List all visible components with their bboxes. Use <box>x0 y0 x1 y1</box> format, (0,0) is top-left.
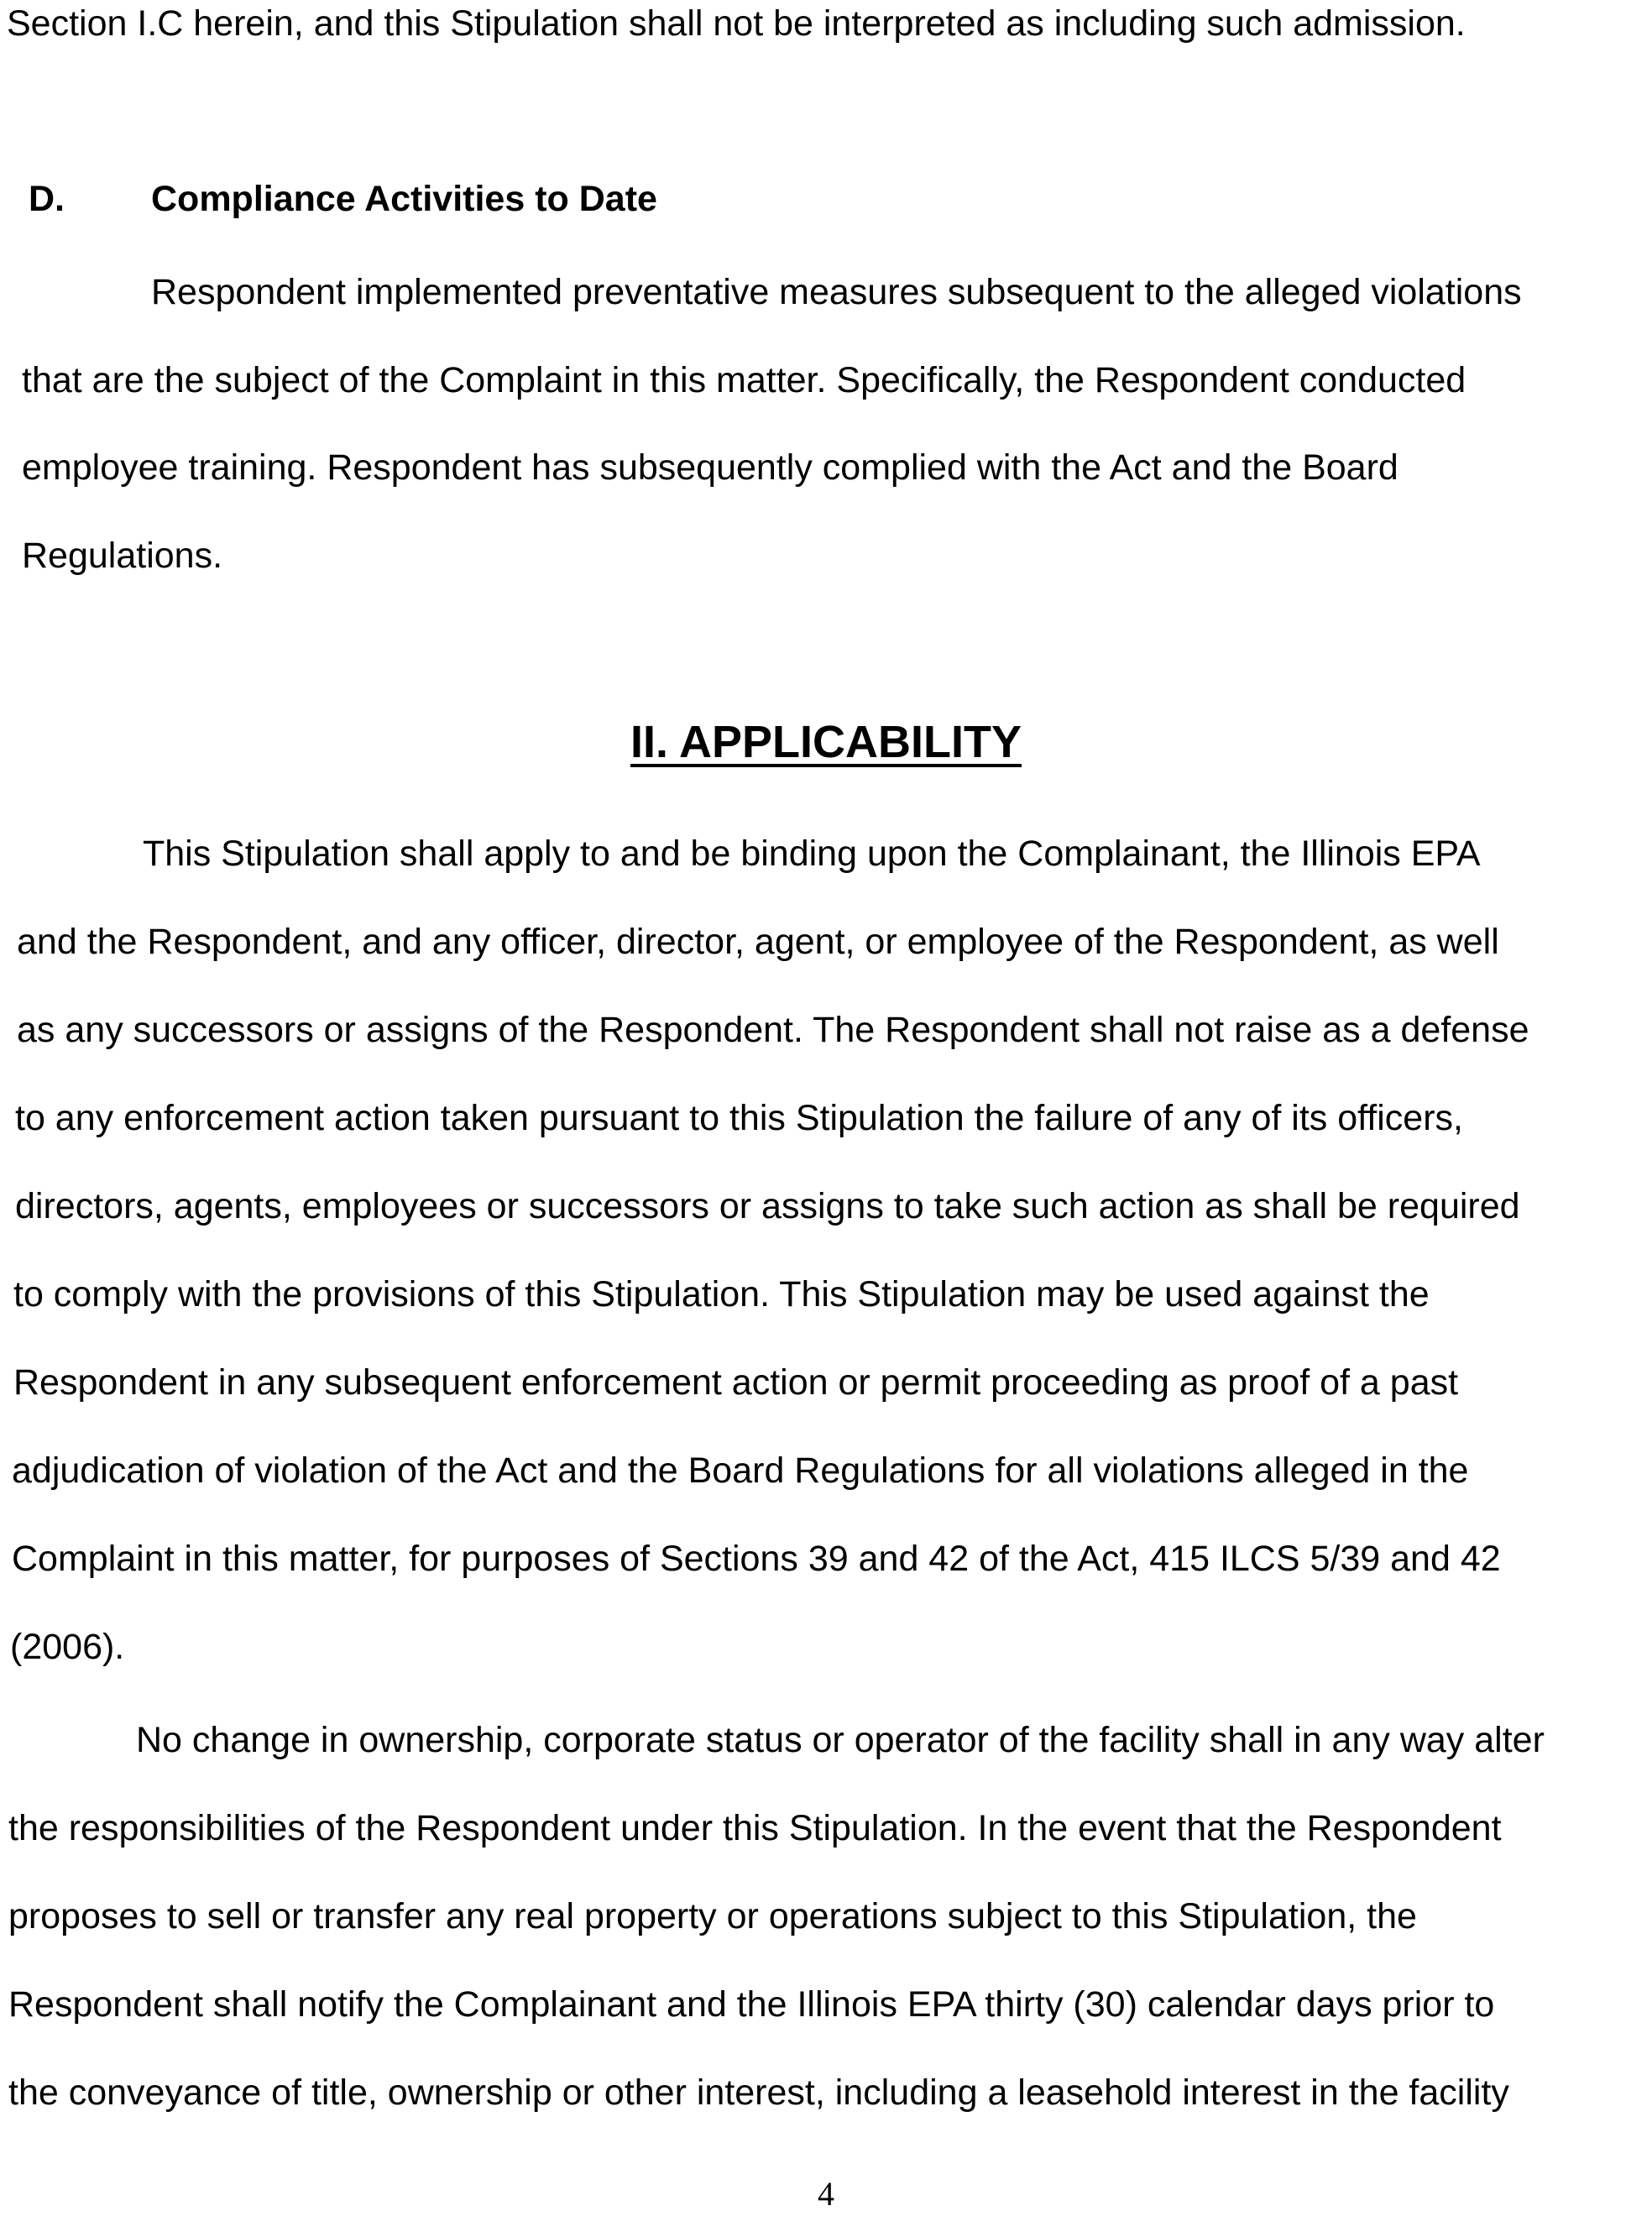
applicability-p1-line-3: as any successors or assigns of the Respondent. The Respondent shall not raise as a defense <box>17 1010 1529 1050</box>
section-d-line-3: employee training. Respondent has subsequently complied with the Act and the Board <box>22 447 1398 488</box>
applicability-p2-line-3: proposes to sell or transfer any real property or operations subject to this Stipulation, the <box>8 1896 1417 1936</box>
intro-line: Section I.C herein, and this Stipulation shall not be interpreted as including such admission. <box>7 3 1466 44</box>
section-d-line-4: Regulations. <box>22 536 223 576</box>
applicability-p1-line-1: This Stipulation shall apply to and be binding upon the Complainant, the Illinois EPA <box>143 834 1481 874</box>
applicability-p2-line-2: the responsibilities of the Respondent under this Stipulation. In the event that the Respondent <box>8 1808 1502 1848</box>
applicability-p1-line-7: Respondent in any subsequent enforcement action or permit proceeding as proof of a past <box>13 1362 1459 1403</box>
applicability-p1-line-10: (2006). <box>10 1627 125 1667</box>
applicability-p2-line-1: No change in ownership, corporate status or operator of the facility shall in any way alter <box>136 1720 1545 1760</box>
section-ii-title <box>0 715 1652 769</box>
applicability-p1-line-8: adjudication of violation of the Act and the Board Regulations for all violations alleged in the <box>12 1450 1469 1491</box>
section-d-line-2: that are the subject of the Complaint in this matter. Specifically, the Respondent conducted <box>22 360 1466 400</box>
page-number: 4 <box>818 2175 834 2213</box>
applicability-p1-line-2: and the Respondent, and any officer, director, agent, or employee of the Respondent, as well <box>17 922 1499 962</box>
applicability-p1-line-9: Complaint in this matter, for purposes of Sections 39 and 42 of the Act, 415 ILCS 5/39 and 42 <box>12 1539 1501 1579</box>
applicability-p1-line-4: to any enforcement action taken pursuant to this Stipulation the failure of any of its officers, <box>15 1098 1463 1138</box>
section-d-line-1: Respondent implemented preventative measures subsequent to the alleged violations <box>151 272 1522 312</box>
section-d-title: Compliance Activities to Date <box>151 179 657 219</box>
applicability-p2-line-5: the conveyance of title, ownership or other interest, including a leasehold interest in the facility <box>8 2072 1509 2113</box>
applicability-p1-line-5: directors, agents, employees or successors or assigns to take such action as shall be required <box>15 1186 1520 1226</box>
applicability-p1-line-6: to comply with the provisions of this Stipulation. This Stipulation may be used against the <box>13 1274 1430 1314</box>
applicability-p2-line-4: Respondent shall notify the Complainant and the Illinois EPA thirty (30) calendar days prior to <box>8 1984 1495 2025</box>
section-d-letter: D. <box>29 179 65 219</box>
section-ii-title-text: II. APPLICABILITY <box>630 717 1022 767</box>
